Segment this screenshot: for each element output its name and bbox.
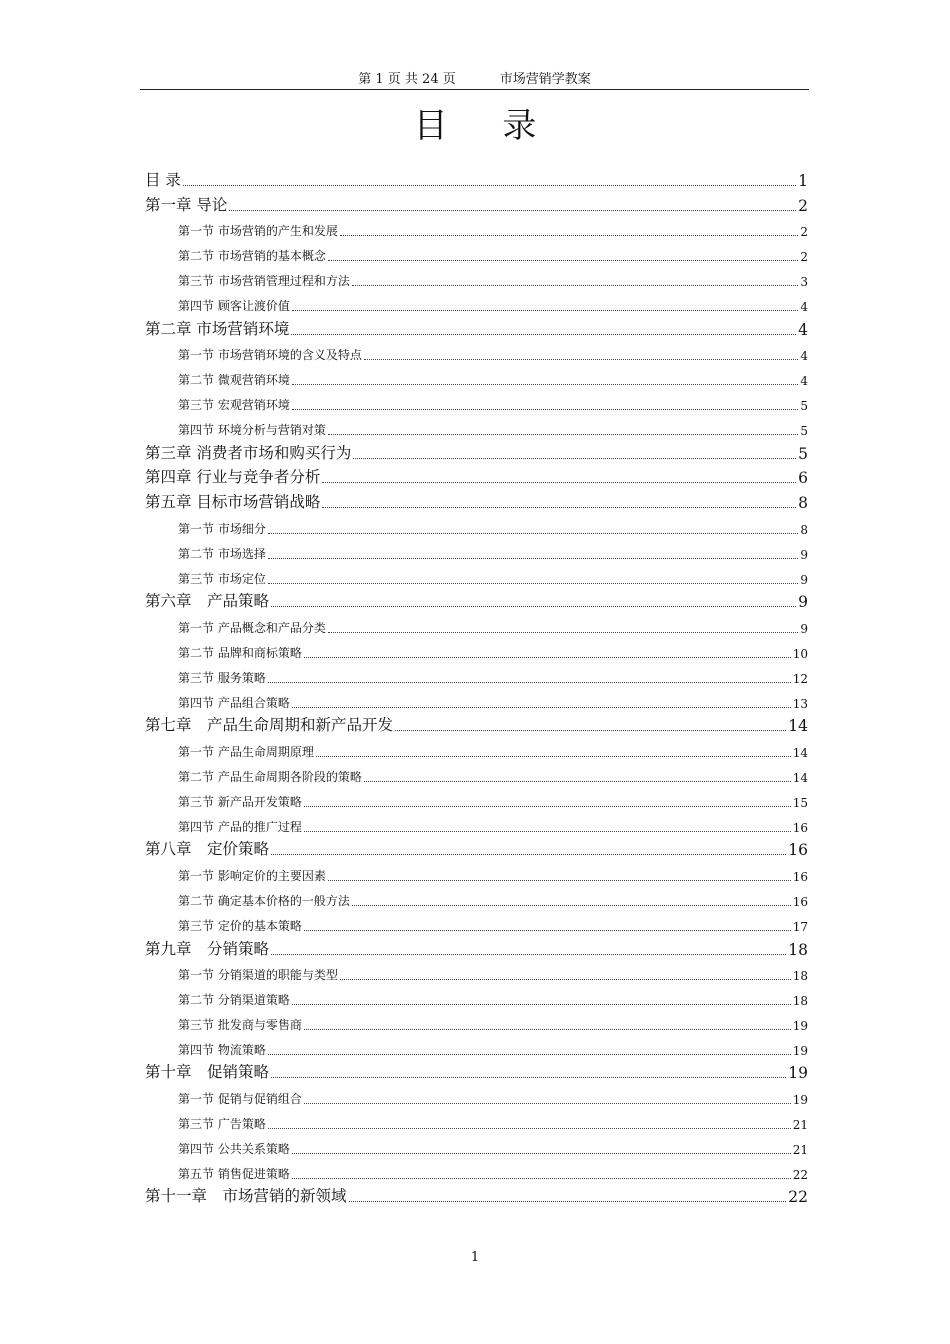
toc-section-entry[interactable] (145, 810, 808, 835)
dot-leader (304, 656, 791, 658)
toc-chapter-entry[interactable] (145, 165, 808, 190)
toc-entry-label: 第九章 分销策略 (145, 939, 270, 958)
toc-entry-page: 18 (792, 969, 808, 984)
dot-leader (271, 1076, 786, 1078)
toc-entry-page: 8 (798, 494, 808, 513)
dot-leader (304, 1102, 791, 1104)
dot-leader (229, 209, 796, 211)
toc-entry-page: 3 (800, 274, 808, 289)
toc-section-entry[interactable] (145, 1008, 808, 1033)
toc-entry-page: 9 (800, 622, 808, 637)
toc-chapter-entry[interactable] (145, 587, 808, 612)
dot-leader (304, 830, 791, 832)
toc-entry-label: 第五章 目标市场营销战略 (145, 493, 321, 512)
toc-entry-label: 第三节 定价的基本策略 (178, 918, 302, 933)
toc-chapter-entry[interactable] (145, 1058, 808, 1083)
toc-chapter-entry[interactable] (145, 463, 808, 488)
dot-leader (292, 383, 799, 385)
toc-section-entry[interactable] (145, 785, 808, 810)
toc-chapter-entry[interactable] (145, 438, 808, 463)
toc-section-entry[interactable] (145, 1157, 808, 1182)
toc-entry-page: 19 (792, 1093, 808, 1108)
dot-leader (395, 729, 786, 731)
toc-entry-label: 第二节 市场营销的基本概念 (178, 249, 326, 264)
toc-entry-page: 16 (792, 820, 808, 835)
dot-leader (353, 457, 796, 459)
dot-leader (268, 681, 791, 683)
toc-entry-label: 第三章 消费者市场和购买行为 (145, 443, 352, 462)
toc-entry-page: 8 (800, 522, 808, 537)
toc-entry-label: 第一节 产品概念和产品分类 (178, 621, 326, 636)
toc-chapter-entry[interactable] (145, 934, 808, 959)
dot-leader (292, 309, 799, 311)
dot-leader (304, 929, 791, 931)
toc-section-entry[interactable] (145, 239, 808, 264)
toc-entry-page: 2 (798, 196, 808, 215)
toc-chapter-entry[interactable] (145, 314, 808, 339)
dot-leader (304, 805, 791, 807)
dot-leader (364, 358, 799, 360)
toc-entry-label: 第十一章 市场营销的新领域 (145, 1187, 347, 1206)
dot-leader (340, 978, 791, 980)
dot-leader (271, 953, 786, 955)
toc-entry-label: 第四节 产品的推广过程 (178, 819, 302, 834)
dot-leader (328, 259, 799, 261)
dot-leader (352, 904, 791, 906)
toc-section-entry[interactable] (145, 859, 808, 884)
dot-leader (268, 557, 799, 559)
toc-entry-label: 第二节 微观营销环境 (178, 373, 290, 388)
toc-chapter-entry[interactable] (145, 711, 808, 736)
page-header (140, 70, 809, 90)
toc-entry-label: 第二章 市场营销环境 (145, 319, 290, 338)
toc-chapter-entry[interactable] (145, 835, 808, 860)
toc-section-entry[interactable] (145, 983, 808, 1008)
toc-entry-page: 4 (800, 299, 808, 314)
toc-entry-label: 第一节 产品生命周期原理 (178, 745, 314, 760)
toc-section-entry[interactable] (145, 661, 808, 686)
page-title: 目 录 (413, 106, 559, 146)
toc-entry-page: 1 (798, 171, 808, 190)
dot-leader (183, 184, 796, 186)
toc-entry-label: 第三节 新产品开发策略 (178, 794, 302, 809)
toc-entry-label: 第二节 市场选择 (178, 546, 266, 561)
toc-entry-page: 21 (792, 1142, 808, 1157)
toc-section-entry[interactable] (145, 413, 808, 438)
toc-entry-page: 4 (800, 349, 808, 364)
toc-entry-label: 第一节 市场营销环境的含义及特点 (178, 348, 362, 363)
toc-entry-page: 14 (792, 746, 808, 761)
toc-entry-label: 第三节 市场营销管理过程和方法 (178, 273, 350, 288)
toc-entry-label: 第一章 导论 (145, 195, 228, 214)
toc-section-entry[interactable] (145, 264, 808, 289)
dot-leader (328, 433, 799, 435)
toc-entry-page: 22 (788, 1188, 808, 1207)
toc-entry-page: 14 (788, 717, 808, 736)
toc-section-entry[interactable] (145, 339, 808, 364)
toc-entry-page: 18 (792, 994, 808, 1009)
toc-entry-page: 18 (788, 940, 808, 959)
dot-leader (292, 1177, 791, 1179)
toc-entry-label: 第四节 环境分析与营销对策 (178, 422, 326, 437)
toc-entry-label: 第一节 市场营销的产生和发展 (178, 224, 338, 239)
toc-entry-label: 第一节 影响定价的主要因素 (178, 869, 326, 884)
toc-entry-page: 15 (792, 795, 808, 810)
dot-leader (268, 1127, 791, 1129)
toc-entry-label: 第四节 产品组合策略 (178, 695, 290, 710)
toc-entry-label: 第五节 销售促进策略 (178, 1166, 290, 1181)
toc-chapter-entry[interactable] (145, 487, 808, 512)
toc-entry-page: 21 (792, 1118, 808, 1133)
dot-leader (268, 582, 799, 584)
toc-entry-label: 第七章 产品生命周期和新产品开发 (145, 716, 394, 735)
header-doc-title: 市场营销学教案 (499, 72, 591, 87)
toc-entry-page: 17 (792, 919, 808, 934)
toc-section-entry[interactable] (145, 636, 808, 661)
dot-leader (292, 408, 799, 410)
dot-leader (316, 755, 791, 757)
toc-entry-label: 目 录 (145, 170, 181, 189)
toc-entry-page: 9 (800, 572, 808, 587)
toc-entry-page: 19 (788, 1064, 808, 1083)
toc-section-entry[interactable] (145, 735, 808, 760)
toc-entry-label: 第三节 市场定位 (178, 571, 266, 586)
toc-section-entry[interactable] (145, 909, 808, 934)
dot-leader (271, 853, 786, 855)
dot-leader (364, 780, 791, 782)
toc-chapter-entry[interactable] (145, 1182, 808, 1207)
toc-entry-page: 22 (792, 1167, 808, 1182)
toc-entry-label: 第三节 批发商与零售商 (178, 1017, 302, 1032)
toc-entry-page: 13 (792, 696, 808, 711)
dot-leader (268, 1053, 791, 1055)
toc-entry-label: 第八章 定价策略 (145, 840, 270, 859)
dot-leader (268, 532, 799, 534)
toc-entry-page: 4 (798, 320, 808, 339)
toc-section-entry[interactable] (145, 1132, 808, 1157)
toc-entry-page: 5 (798, 444, 808, 463)
toc-entry-label: 第四章 行业与竞争者分析 (145, 468, 321, 487)
dot-leader (304, 1028, 791, 1030)
toc-entry-page: 19 (792, 1018, 808, 1033)
toc-section-entry[interactable] (145, 215, 808, 240)
toc-section-entry[interactable] (145, 1082, 808, 1107)
toc-section-entry[interactable] (145, 537, 808, 562)
toc-section-entry[interactable] (145, 363, 808, 388)
toc-entry-page: 9 (800, 547, 808, 562)
toc-entry-label: 第二节 产品生命周期各阶段的策略 (178, 769, 362, 784)
toc-entry-label: 第二节 品牌和商标策略 (178, 645, 302, 660)
toc-entry-label: 第一节 市场细分 (178, 521, 266, 536)
toc-entry-page: 4 (800, 374, 808, 389)
dot-leader (292, 1152, 791, 1154)
toc-entry-label: 第十章 促销策略 (145, 1063, 270, 1082)
toc-section-entry[interactable] (145, 562, 808, 587)
toc-section-entry[interactable] (145, 289, 808, 314)
dot-leader (322, 481, 796, 483)
toc-entry-page: 5 (800, 398, 808, 413)
toc-section-entry[interactable] (145, 512, 808, 537)
toc-entry-page: 16 (792, 870, 808, 885)
toc-entry-label: 第一节 分销渠道的职能与类型 (178, 968, 338, 983)
toc-section-entry[interactable] (145, 1107, 808, 1132)
dot-leader (271, 605, 796, 607)
dot-leader (292, 1003, 791, 1005)
dot-leader (322, 506, 796, 508)
dot-leader (340, 234, 799, 236)
table-of-contents (145, 165, 808, 1206)
toc-chapter-entry[interactable] (145, 190, 808, 215)
toc-entry-page: 19 (792, 1043, 808, 1058)
dot-leader (352, 284, 799, 286)
toc-entry-page: 16 (792, 894, 808, 909)
toc-entry-page: 16 (788, 841, 808, 860)
page-number: 1 (470, 1250, 480, 1265)
dot-leader (328, 879, 791, 881)
toc-entry-page: 14 (792, 770, 808, 785)
toc-entry-page: 10 (792, 646, 808, 661)
toc-entry-label: 第四节 公共关系策略 (178, 1141, 290, 1156)
toc-entry-label: 第一节 促销与促销组合 (178, 1092, 302, 1107)
header-page-info: 第 1 页 共 24 页 (358, 72, 456, 87)
toc-section-entry[interactable] (145, 1033, 808, 1058)
dot-leader (349, 1200, 787, 1202)
toc-entry-page: 9 (798, 593, 808, 612)
dot-leader (291, 333, 796, 335)
toc-section-entry[interactable] (145, 686, 808, 711)
dot-leader (328, 631, 799, 633)
dot-leader (292, 706, 791, 708)
toc-entry-label: 第三节 广告策略 (178, 1117, 266, 1132)
toc-entry-label: 第四节 物流策略 (178, 1042, 266, 1057)
toc-section-entry[interactable] (145, 388, 808, 413)
toc-entry-label: 第三节 服务策略 (178, 670, 266, 685)
toc-entry-page: 12 (792, 671, 808, 686)
toc-entry-label: 第六章 产品策略 (145, 592, 270, 611)
toc-entry-page: 2 (800, 225, 808, 240)
toc-entry-label: 第四节 顾客让渡价值 (178, 298, 290, 313)
toc-section-entry[interactable] (145, 611, 808, 636)
toc-entry-page: 2 (800, 250, 808, 265)
toc-entry-page: 5 (800, 423, 808, 438)
toc-section-entry[interactable] (145, 760, 808, 785)
toc-entry-label: 第三节 宏观营销环境 (178, 397, 290, 412)
toc-entry-page: 6 (798, 469, 808, 488)
toc-section-entry[interactable] (145, 959, 808, 984)
toc-entry-label: 第二节 分销渠道策略 (178, 993, 290, 1008)
toc-entry-label: 第二节 确定基本价格的一般方法 (178, 893, 350, 908)
toc-section-entry[interactable] (145, 884, 808, 909)
